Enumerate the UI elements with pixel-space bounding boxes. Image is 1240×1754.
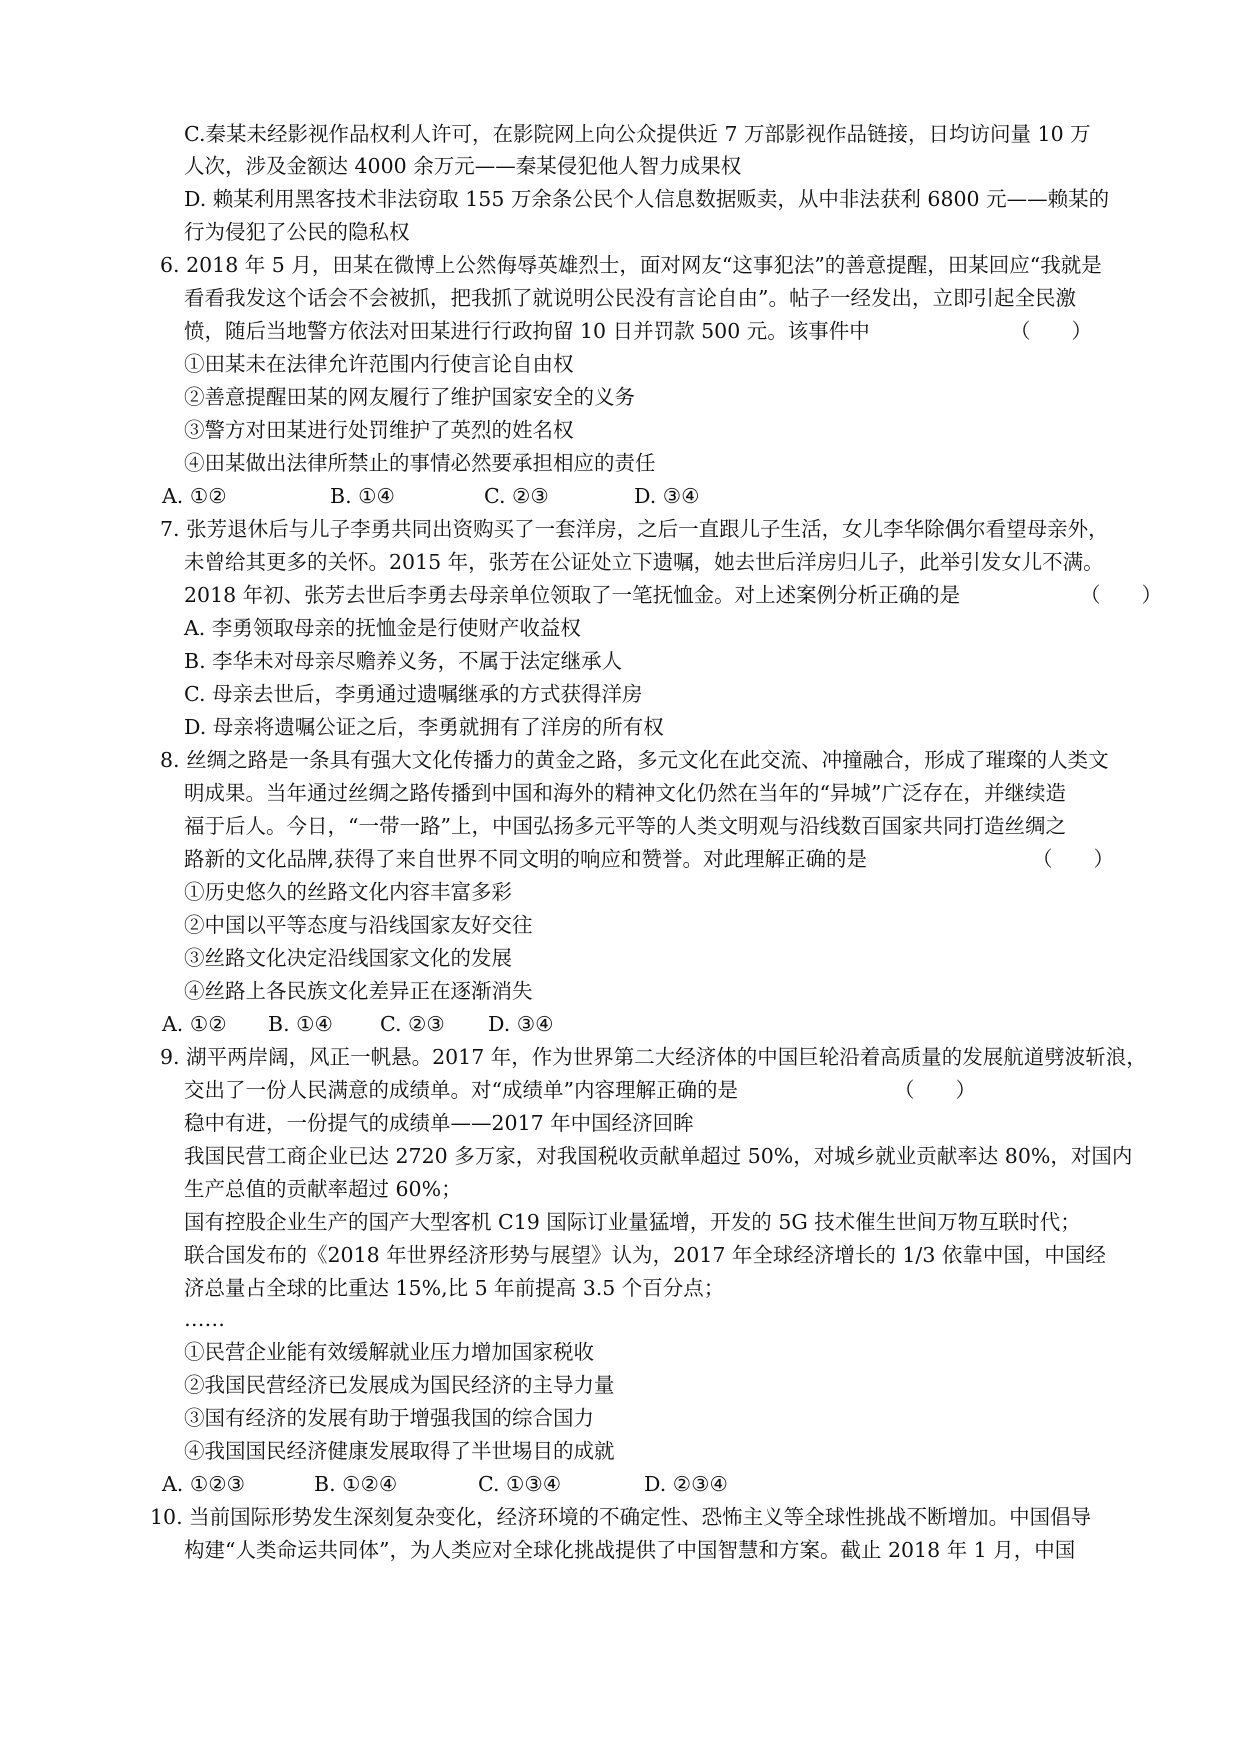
q10-stem-line1: 10. 当前国际形势发生深刻复杂变化，经济环境的不确定性、恐怖主义等全球性挑战不断增加。中国倡导 bbox=[150, 1505, 1092, 1529]
q8-option-b: B. ①④ bbox=[268, 1012, 333, 1036]
q9-material-3-line2: 济总量占全球的比重达 15%,比 5 年前提高 3.5 个百分点； bbox=[184, 1276, 725, 1300]
q7-option-c: C. 母亲去世后，李勇通过遗嘱继承的方式获得洋房 bbox=[184, 682, 643, 706]
q7-option-d: D. 母亲将遗嘱公证之后，李勇就拥有了洋房的所有权 bbox=[184, 715, 664, 739]
q5-option-c-line1: C.秦某未经影视作品权利人许可，在影院网上向公众提供近 7 万部影视作品链接，日均访问量 10 万 bbox=[184, 122, 1091, 146]
q6-option-a: A. ①② bbox=[162, 484, 227, 508]
q6-option-d: D. ③④ bbox=[634, 484, 700, 508]
q6-answer-blank: （ ） bbox=[1010, 319, 1092, 343]
q7-option-b: B. 李华未对母亲尽赡养义务，不属于法定继承人 bbox=[184, 649, 623, 673]
q6-stem-line3: 愤，随后当地警方依法对田某进行行政拘留 10 日并罚款 500 元。该事件中 bbox=[184, 319, 870, 343]
q8-option-c: C. ②③ bbox=[380, 1012, 445, 1036]
q8-statement-1: ①历史悠久的丝路文化内容丰富多彩 bbox=[184, 880, 512, 904]
q6-statement-2: ②善意提醒田某的网友履行了维护国家安全的义务 bbox=[184, 385, 635, 409]
q9-option-c: C. ①③④ bbox=[478, 1472, 562, 1496]
q9-option-b: B. ①②④ bbox=[314, 1472, 398, 1496]
q6-statement-3: ③警方对田某进行处罚维护了英烈的姓名权 bbox=[184, 418, 574, 442]
q6-option-b: B. ①④ bbox=[330, 484, 395, 508]
q5-option-d-line2: 行为侵犯了公民的隐私权 bbox=[184, 220, 410, 244]
q6-statement-1: ①田某未在法律允许范围内行使言论自由权 bbox=[184, 352, 574, 376]
q7-stem-line1: 7. 张芳退休后与儿子李勇共同出资购买了一套洋房，之后一直跟儿子生活，女儿李华除偶尔看望母亲外， bbox=[160, 517, 1109, 541]
q6-stem-line2: 看看我发这个话会不会被抓，把我抓了就说明公民没有言论自由”。帖子一经发出，立即引起全民激 bbox=[184, 286, 1076, 310]
q8-answer-blank: （ ） bbox=[1032, 847, 1114, 871]
q8-stem-line3: 福于后人。今日，“一带一路”上，中国弘扬多元平等的人类文明观与沿线数百国家共同打造丝绸之 bbox=[184, 814, 1066, 838]
q6-statement-4: ④田某做出法律所禁止的事情必然要承担相应的责任 bbox=[184, 451, 656, 475]
q9-stem-line1: 9. 湖平两岸阔，风正一帆悬。2017 年，作为世界第二大经济体的中国巨轮沿着高质量的发展航道劈波斩浪， bbox=[160, 1045, 1147, 1069]
q5-option-d-line1: D. 赖某利用黑客技术非法窃取 155 万余条公民个人信息数据贩卖，从中非法获利 6800 元——赖某的 bbox=[184, 187, 1110, 211]
q9-stem-line2: 交出了一份人民满意的成绩单。对“成绩单”内容理解正确的是 bbox=[184, 1078, 738, 1102]
q8-stem-line1: 8. 丝绸之路是一条具有强大文化传播力的黄金之路，多元文化在此交流、冲撞融合，形成了璀璨的人类文 bbox=[160, 748, 1109, 772]
q8-statement-4: ④丝路上各民族文化差异正在逐渐消失 bbox=[184, 979, 533, 1003]
q9-material-1-line1: 我国民营工商企业已达 2720 多万家，对我国税收贡献单超过 50%，对城乡就业贡献率达 80%，对国内 bbox=[184, 1144, 1133, 1168]
q8-statement-2: ②中国以平等态度与沿线国家友好交往 bbox=[184, 913, 533, 937]
q9-option-d: D. ②③④ bbox=[644, 1472, 728, 1496]
q6-option-c: C. ②③ bbox=[484, 484, 549, 508]
q7-option-a: A. 李勇领取母亲的抚恤金是行使财产收益权 bbox=[184, 616, 581, 640]
q7-stem-line2: 未曾给其更多的关怀。2015 年，张芳在公证处立下遗嘱，她去世后洋房归儿子，此举引发女儿不满。 bbox=[184, 550, 1104, 574]
q9-statement-2: ②我国民营经济已发展成为国民经济的主导力量 bbox=[184, 1373, 615, 1397]
q9-statement-4: ④我国国民经济健康发展取得了半世埸目的成就 bbox=[184, 1439, 615, 1463]
q9-answer-blank: （ ） bbox=[894, 1078, 976, 1102]
q7-answer-blank: （ ） bbox=[1080, 583, 1162, 607]
q8-stem-line4: 路新的文化品牌,获得了来自世界不同文明的响应和赞誉。对此理解正确的是 bbox=[184, 847, 868, 871]
q9-option-a: A. ①②③ bbox=[162, 1472, 245, 1496]
q9-statement-1: ①民营企业能有效缓解就业压力增加国家税收 bbox=[184, 1340, 594, 1364]
q5-option-c-line2: 人次，涉及金额达 4000 余万元——秦某侵犯他人智力成果权 bbox=[184, 154, 742, 178]
q10-stem-line2: 构建“人类命运共同体”，为人类应对全球化挑战提供了中国智慧和方案。截止 2018 年 1 月，中国 bbox=[184, 1538, 1076, 1562]
q9-material-3-line1: 联合国发布的《2018 年世界经济形势与展望》认为，2017 年全球经济增长的 1/3 依靠中国，中国经 bbox=[184, 1243, 1106, 1267]
q9-material-1-line2: 生产总值的贡献率超过 60%； bbox=[184, 1177, 462, 1201]
q8-option-d: D. ③④ bbox=[488, 1012, 554, 1036]
q9-material-title: 稳中有进，一份提气的成绩单——2017 年中国经济回眸 bbox=[184, 1111, 694, 1135]
q7-stem-line3: 2018 年初、张芳去世后李勇去母亲单位领取了一笔抚恤金。对上述案例分析正确的是 bbox=[184, 583, 961, 607]
q9-ellipsis: …… bbox=[184, 1307, 225, 1331]
q9-statement-3: ③国有经济的发展有助于增强我国的综合国力 bbox=[184, 1406, 594, 1430]
q8-option-a: A. ①② bbox=[162, 1012, 227, 1036]
q9-material-2: 国有控股企业生产的国产大型客机 C19 国际订业量猛增，开发的 5G 技术催生世间万物互联时代； bbox=[184, 1210, 1081, 1234]
q8-stem-line2: 明成果。当年通过丝绸之路传播到中国和海外的精神文化仍然在当年的“异城”广泛存在，并继续造 bbox=[184, 781, 1066, 805]
q8-statement-3: ③丝路文化决定沿线国家文化的发展 bbox=[184, 946, 512, 970]
q6-stem-line1: 6. 2018 年 5 月，田某在微博上公然侮辱英雄烈士，面对网友“这事犯法”的善意提醒，田某回应“我就是 bbox=[160, 253, 1102, 277]
